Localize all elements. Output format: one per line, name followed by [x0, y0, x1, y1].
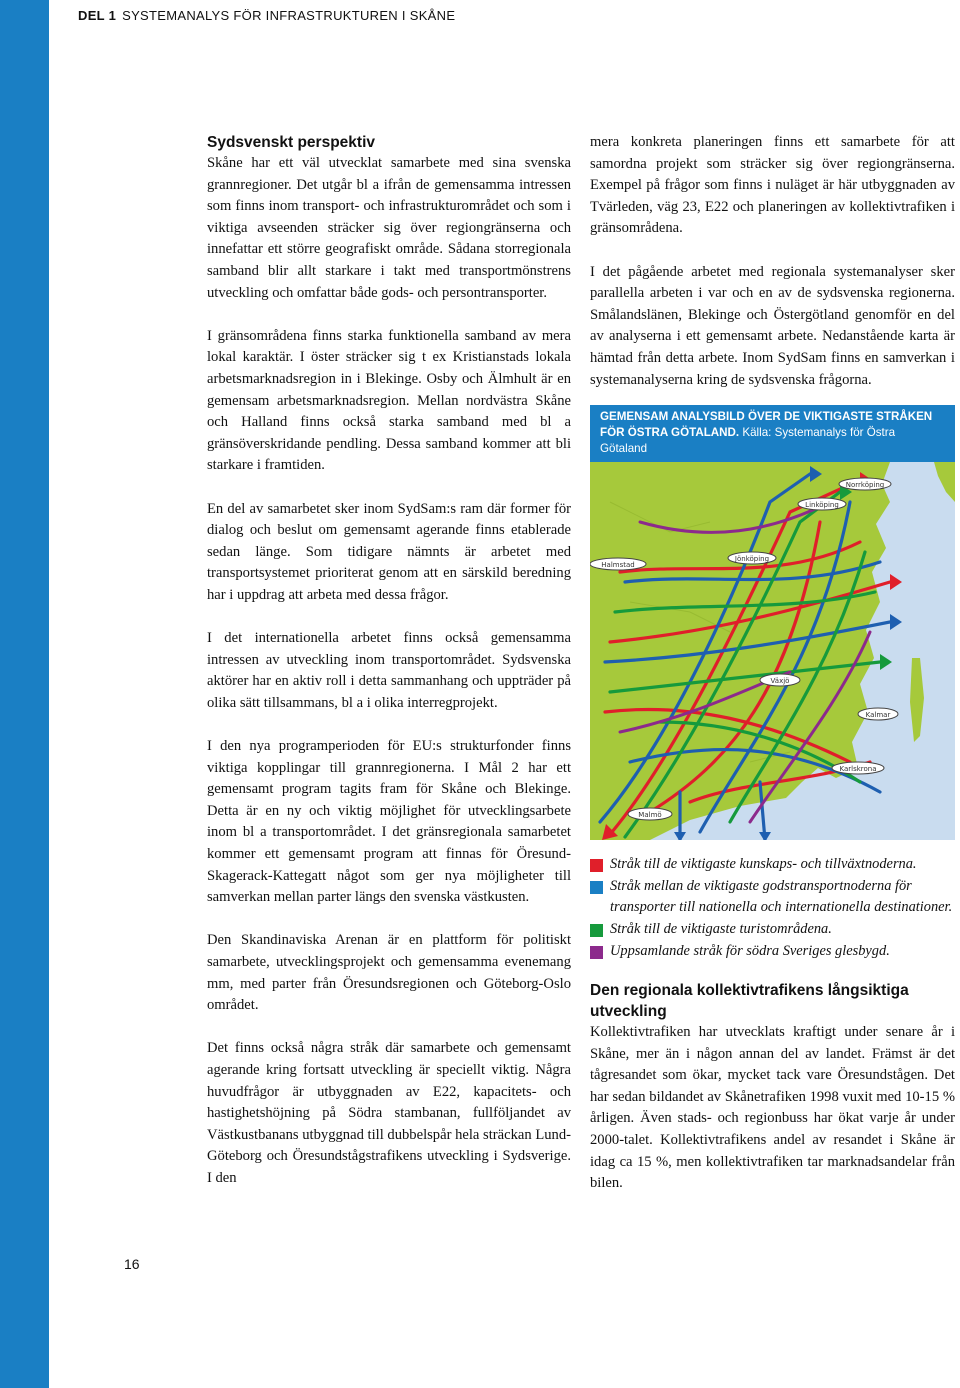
paragraph: Skåne har ett väl utvecklat samarbete med sina svenska grannregioner. Det utgår bl a ifrån de gemensamma intressen som finns inom transport- och infrastrukturområdet och som i viktiga avseenden sträcker sig över regiongränserna och innefattar ett större geografiskt område. Sådana storregionala samband blir allt starkare i takt med transportmönstrens utveckling och omfattar både gods- och persontransporter. — [207, 155, 571, 301]
map-legend — [590, 854, 955, 962]
paragraph: mera konkreta planeringen finns ett samarbete för att samordna projekt som sträcker sig över regiongränserna. Exempel på frågor som finns i nuläget är här utbyggnaden av Tvärleden, väg 23, E22 och planeringen av kollektivtrafiken i gränsområdena. — [590, 134, 955, 237]
corridor-map — [590, 462, 955, 840]
legend-swatch — [590, 881, 603, 894]
paragraph: Kollektivtrafiken har utvecklats kraftigt under senare år i Skåne, mer än i någon annan del av landet. Främst är det tågresandet som ökar, mycket tack vare Öresundstågen. Det har sedan bildandet av Skånetrafiken 1998 vuxit med 10-15 % årligen. Även stads- och regionbuss har ökat varje år under 2000-talet. Kollektivtrafikens andel av resandet i Skåne är idag ca 15 %, men kollektivtrafiken tar marknadsandelar från bilen. — [590, 1024, 955, 1192]
legend-item-blue — [590, 876, 955, 919]
map-label-karlskrona: Karlskrona — [839, 765, 877, 774]
map-label-halmstad: Halmstad — [601, 561, 635, 570]
map-label-norrkoping: Norrköping — [845, 481, 885, 490]
map-label-linkoping: Linköping — [805, 501, 839, 510]
legend-swatch — [590, 946, 603, 959]
figure-caption — [590, 405, 955, 462]
header-title: SYSTEMANALYS FÖR INFRASTRUKTUREN I SKÅNE — [122, 8, 456, 23]
paragraph: I det pågående arbetet med regionala systemanalyser sker parallella arbeten i var och en av de sydsvenska regionerna. Smålandslänen, Blekinge och Östergötland genomför en del av analyserna i ett gemensamt arbete. Nedanstående karta är hämtad från detta arbete. Inom SydSam finns en samverkan i systemanalyserna kring de sydsvenska frågorna. — [590, 263, 955, 388]
map-label-jonkoping: Jönköping — [734, 555, 770, 564]
paragraph: En del av samarbetet sker inom SydSam:s ram där former för dialog och beslut om gemensamt agerande finns etablerade sedan länge. Som tidigare nämnts är arbetet med transportsystemet prioriterat genom att en särskild beredning har i uppdrag att arbeta med dessa frågor. — [207, 500, 571, 603]
legend-item-green — [590, 919, 955, 941]
legend-text: Stråk till de viktigaste kunskaps- och tillväxtnoderna. — [610, 856, 917, 873]
header-part: DEL 1 — [78, 8, 117, 23]
caption-source: Källa: Systemanalys för Östra Götaland — [600, 426, 896, 456]
caption-title: GEMENSAM ANALYSBILD ÖVER DE VIKTIGASTE STRÅKEN FÖR ÖSTRA GÖTALAND. — [600, 410, 933, 440]
paragraph: Det finns också några stråk där samarbete och gemensamt agerande kring fortsatt utveckling är speciellt viktig. Några huvudfrågor är utbyggnaden av E22, kapacitets- och hastighetshöjning på Södra stambanan, fullföljandet av Västkustbanans utbyggnad till dubbelspår hela sträckan Lund-Göteborg och Öresundstågstrafikens utveckling i Sydsverige. I den — [207, 1040, 571, 1186]
legend-swatch — [590, 859, 603, 872]
left-column — [207, 132, 571, 1211]
legend-text: Stråk till de viktigaste turistområdena. — [610, 920, 832, 937]
map-label-kalmar: Kalmar — [865, 711, 891, 720]
legend-text: Uppsamlande stråk för södra Sveriges glesbygd. — [610, 942, 890, 959]
running-header — [78, 8, 455, 23]
section-heading-sydsvenskt: Sydsvenskt perspektiv — [207, 134, 376, 151]
side-color-band — [0, 0, 49, 1388]
section-heading-kollektivtrafik: Den regionala kollektivtrafikens långsiktiga utveckling — [590, 982, 909, 1021]
paragraph: I den nya programperioden för EU:s strukturfonder finns viktiga kopplingar till grannregionerna. I Mål 2 har ett gemensamt program tagits fram för Skåne och Blekinge. Detta är en ny och viktig möjlighet för utvecklingsarbete inom bl a transportområdet. I det gränsregionala samarbetet kommer ett gemensamt program att finnas för Öresund-Skagerack-Kattegatt något som ger nya möjligheter till samverkan mellan parter längs den svenska västkusten. — [207, 738, 571, 906]
page-number: 16 — [124, 1256, 140, 1272]
paragraph: Den Skandinaviska Arenan är en plattform för politiskt samarbete, utvecklingsprojekt och gemensamma evenemang mm, med parter från Öresundsregionen och Göteborg-Oslo området. — [207, 932, 571, 1014]
legend-item-red — [590, 854, 955, 876]
legend-text: Stråk mellan de viktigaste godstransportnoderna för transporter till nationella och internationella destinationer. — [610, 877, 953, 916]
map-label-vaxjo: Växjö — [770, 677, 790, 686]
legend-swatch — [590, 924, 603, 937]
paragraph: I det internationella arbetet finns också gemensamma intressen av utveckling inom transportområdet. Sydsvenska aktörer har en aktiv roll i detta sammanhang och uppträder på olika sätt tillsammans, bl a i olika interregprojekt. — [207, 630, 571, 711]
map-label-malmo: Malmö — [638, 811, 662, 820]
legend-item-purple — [590, 941, 955, 963]
paragraph: I gränsområdena finns starka funktionella samband av mera lokal karaktär. I öster sträcker sig t ex Kristianstads lokala arbetsmarknadsregion in i Blekinge. Osby och Älmhult är en gemensam arbetsmarknadsregion. Mellan nordvästra Skåne och Halland finns också starka samband med bl a gränsöverskridande pendling. Dessa samband kommer att bli starkare i framtiden. — [207, 327, 571, 474]
right-column — [590, 132, 955, 1216]
